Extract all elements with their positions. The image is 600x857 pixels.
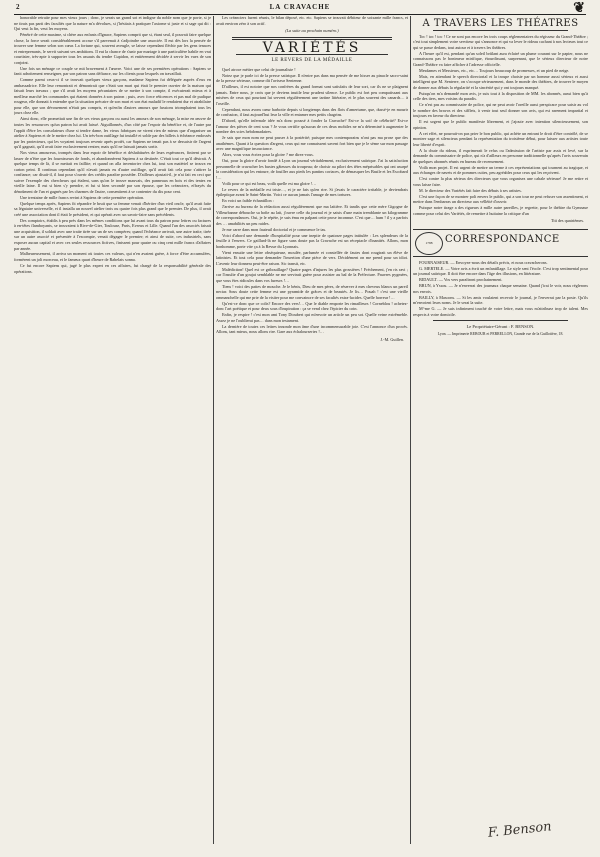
stamp-icon: 1788 [415, 232, 443, 255]
column-left [14, 15, 211, 845]
paragraph: Enfin, je respire ! c'est mon ami Tony Dioubert qui m'envoie un article un peu sot. Quelle veine extrêmeble. Assez je ne l'oublierai pas… dans mon testament. [216, 312, 408, 323]
paragraph: Mesdames et Messieurs, etc., etc… Toujours beaucoup de promesses, et un pied de neige. [419, 67, 570, 73]
printer-line: Lyon. — Imprimerie REBOUR et PERRELLON, Grande rue de la Guillotière, 18. [437, 331, 564, 336]
correspondence-entry: BIDAULT. — Vos vers paraîtront prochainement. [419, 277, 503, 283]
paragraph: Notez que je parle ici de la presse satirique. Il n'entre pas dans ma pensée de me hisser au pinacle sacro-saint de la presse sérieuse, comme dit l'aviseur Sentenne. [216, 72, 408, 84]
correspondence-header [413, 229, 588, 257]
paragraph: Une fois un ménage ce couple se mit bravement à l'œuvre. Voici une de ses premières opérations : Sapiens se fanit adroitement renseigner, par son patron sans défiance, sur les clients pour lesquels on travaillait. [14, 65, 211, 77]
paragraph: Des comptoirs, établis à peu près dans les mêmes conditions que lui avant tous du patron pour lettres ou factures à en-têtes flamboyants, se trouvaient à Rive-de-Gier, Toulouse, Paris, Evreux et Lille. Quand l'un des associés faisait une acquisition, il soldait avec une traite tirée sur un de ses compères; quand l'échéance arrivait, une autre traite, tirée sur un autre associé et présentée à l'escompte, venait dégager le premier; et ainsi de suite, ces industriels, sans exposer aucun capital et avec ces seules ressources fictives, finissent pour quatre ou cinq cent mille francs d'affaires par année. [14, 217, 211, 251]
correspondence-entry: M^me G. — Je suis infiniment touché de votre lettre, mais vous m'attribuez trop de talent. Mes respects à votre domicile. [413, 306, 588, 317]
paragraph: Alors, vous vous écriez pour la gloire ? me direz-vous. [222, 152, 314, 158]
paragraph: Malédiction! Quel est ce gribouillage? Quatre pages d'injures les plus grossières ! Fréchement, j'en ris ravi ; car l'insulte d'un goujat semblable ne me servirait guère pour assister au bal de la Préfecture. Pauvres pygmées, que vous êtes ridicules dans vos fureurs !… [216, 266, 408, 283]
column-right [413, 15, 588, 845]
paragraph: Ce fut encore Sapiens qui, jugé le plus expert en ces affaires, fut chargé de la responsabilité générale des opérations. [14, 262, 211, 274]
article-body [216, 67, 408, 335]
paragraph: J'arrive au bureau de la rédaction aussi régulièrement que ma laitière. Et tandis que cette mère Gigogne de Villeurbanne débouche sa boîte au lait, j'ouvre celle du journal et je saisis d'une main tremblante un kilogramme de correspondances. Oui, je le répète, je suis ému en palpant cette prose inconnue. C'est que… hum ! il y a parfois des … amabilités un peu raides. [216, 204, 408, 226]
correspondence-entry: BRUN, à Yssou. — Je n'enverrai des journaux chaque semaine. Quand j'irai le voir, nous réglerons nos envois. [413, 283, 588, 294]
correspondence-title: CORRESPONDANCE [445, 233, 560, 245]
paragraph: Quelque temps après, Sapiens fit répandre le bruit que sa femme venait d'hériter d'un vieil oncle, qu'il avait faite sa légataire universelle, et il installa un nouvel atelier trois ou quatre fois plus grand que le premier. De plus, il avait créé une association dont il était le président, et qui opérait avec un savoir-faire sans précédents. [14, 200, 211, 217]
paragraph: Malheureusement, il arriva un moment où toutes ces valeurs, qui n'en avaient guère, à force d'être accumulées, formèrent un joli morceau, et le fameux quart d'heure de Rabelais sonna. [14, 251, 211, 263]
article-title: LE REVERS DE LA MÉDAILLE [271, 58, 353, 64]
paragraph: Cependant, nous avons cœur barbotte depuis si longtemps dans des flots d'amertume, que, dussé-je en mourir de confusion, il faut aujourd'hui leur la ville et entamer mes petits chagrins. [216, 106, 408, 118]
paragraph: Les créanciers furent réunis, le bilan déposé, etc. etc. Sapiens se trouvait débiteur de soixante mille francs, et avait environ zéro à son actif. [216, 15, 408, 26]
paragraph: C'est une façon de se montrer poli envers le public, qui a son tour ne peut refuser son assentiment, et mettre dans l'embarras un directeur aux vélléité d'ouvrir. [413, 193, 588, 205]
paragraph: Je sais que mon nom ne peut passer à la postérité; puisque mes contemporains n'ont pas ma prose que des anathèmes. Quant à la question d'argent, ceux qui me connaissent savent fort bien que je le sème sur mon passage avec une magnifique insouciance. [216, 135, 408, 152]
paragraph: Voilà pour ce qui est beau, voilà quelle est ma gloire !… [222, 180, 317, 186]
column-divider [213, 16, 214, 844]
paragraph: Voici d'abord une demande d'hospitalité pour une ineptie de quatorze pages intitulée : Les splendeurs de la feuille à l'envers. Ce gaillard-là ne figure sans doute pas la Cravache est un réceptacle d'inanités. Allons, mon bonhomme, porte vite ça à la Revue du Lyonnais. [216, 232, 408, 249]
paragraph: Ainsi donc, elle promettait une fin de ses vieux garçons ou aussi les amours de son ménage, la mise en œuvre de toutes les ressources qu'un patron lui avait laissé. Aiguillonnés, d'un côté par l'espoir du bénéfice et, de l'autre par l'appât d'être les consolateurs d'une si tendre dame, les vieux fabriques ne virent rien de mieux que d'organiser un atelier à Sapiens et de le mettre chez lui. Un très-bon outillage fut installé et solde par des billets à échéance endossés par les protecteurs, qui les voyaient toujours revenir après protêt, car Sapiens ne tenait pas à se dessaisir de l'argent qu'il gagnait, qu'il avait faire exclusivement rentrer, mais qu'il ne laissait jamais sortir. [14, 116, 211, 150]
paragraph: Je me carre dans mon fauteuil doctorial et je commence le tas. [222, 226, 327, 232]
correspondence-list [413, 260, 588, 317]
paragraph: A la chute du rideau, il exprimerait le refus ou l'admission de l'artiste par assis et levé, sur la demande du commissaire de police, qui n'a d'ailleurs en personne traditionnelle qu'après l'avis souverain de quelques abonnés réunis en bureau de recensement. [413, 147, 588, 164]
column-divider [410, 16, 411, 844]
divider [433, 30, 568, 31]
theatre-signature: Titi des quatrièmes. [551, 218, 584, 224]
paragraph: En voici un faible échantillon : [222, 198, 274, 204]
paragraph: Pénétré de cette maxime, si chère aux enfants d'Ignace, Sapiens comprit que si, étant seul, il pouvait faire quelque chose, la force serait considérablement accrue s'il parvenait à s'adjoindre une associée. Il eut dès lors la pensée de trouver une femme selon son cœur. La fortune qui, souvent aveugle, se laisse cependant fléchir par les gens tenaces et entreprenants, le servit suivant ses ambitions. Il eut la chance de s'unir par mariage à une particulière habile en vrai courtisier, très-apte à supporter tous les assauts du tendre Cupidon, et entièrement décidée à servir les vues de son conjoint. [14, 32, 211, 65]
paragraph: D'abord, qu'elle infernale idée m'a donc poussé à fonder la Cravache? Est-ce la soif de célébrité? Est-ce l'amour des pièces de cent sous ? Je vous certifie qu'aucun de ces deux mobiles ne m'a déterminé à augmenter le nombre des scies hebdomadaires. [216, 118, 408, 135]
paragraph: La dernière de toutes ces lettres innonde mon âme d'une incommensurable joie. C'est l'annonce d'un procès. Allons, tant mieux, nous allons rire. Gare aux échalourseries !… [216, 323, 408, 335]
paragraph: honorable retraite pour mes vieux jours ; donc, je serais un grand sot et indigne du noble nom que je porte, si je ne tirais pas parti des facultés que la nature m'a dévolues, si j'hésitais à pratiquer l'axiome si juste et si sage qui dit : Qui veut la fin, veut les moyens. [14, 15, 211, 32]
corner-ornament-icon: ❦ [573, 1, 586, 16]
article-signature: J.-M. Guillen. [380, 336, 404, 342]
section-title-theatres: A TRAVERS LES THÉATRES [422, 18, 579, 29]
paragraph: A cet effet, ne pourrait-on pas prier le bon public, qui achète un entrant le droit d'être contrôlé, de se montrer sage et silencieux pendant la représentation du troisième début, pour laisser aux artistes toute leur liberté d'esprit. [413, 130, 588, 147]
paragraph: Quel atroce métier que celui de journaliste ! [222, 66, 296, 72]
paragraph: Le revers de la médaille est triste…, et je ne fais qu'en rire. Si j'avais le caractère irritable, je deviendrais épileptique avant le Saint-Martin. Voici ce aucun jamais l'amage de mes tortures. [216, 186, 408, 198]
divider [433, 320, 568, 321]
paragraph: Puisqu'on m'a demandé mon avis, je suis tout à la disposition de MM. les abonnés, aussi bien qu'à celle des tiers, mes voisins du paradis. [413, 90, 588, 102]
paragraph: Nos vieux amoureux, trompés dans leur espoir de bénéfice et déshabituées de leurs espérances, finirent par se lasser de n'être que les fournisseurs de fonds, et abandonnèrent Sapiens à sa destinée. C'était tout ce qu'il désirait. A quelque temps de là, il se mettait en faillite; et quand on alla inventorier chez lui, tout son matériel se trouva en carton peint. Il continua cependant qu'il n'avait jamais eu d'autre outillage, qu'il avait fait cela pour s'attirer la confiance; car disait-il, il faut pour s'ouvrir des crédits paraître posséder. D'ailleurs ajoutait-il, je n'ai fait en ceci que suivre l'exemple des chercheurs qui étalent, sans qu'on le trouve mauvais, des panneaux en bois et des tentes en vieille laine. Il eut si bien s'y prendre, et fut si bien secondé par son épouse, que les créanciers, effrayés du dénoûment de l'un et gagnés par les charmes de l'autre, consentirent à se contenter du dix pour cent. [14, 150, 211, 194]
correspondence-entry: G. MERTELE. — Votre avis a écrit un enfantillage. Le style sent l'école. C'est trop sentimental pour un journal satirique. Il doit être encore dans l'âge des illusions, en littérature. [413, 265, 588, 277]
column-middle [216, 15, 408, 845]
paragraph: Voilà mon projet. Il est urgent de mettre un terme à ces représentations qui tournent au tragique, et aux échanges de navets et de pommes cuites, peu agréables pour ceux qui les reçoivent. [413, 164, 588, 176]
paragraph: Qu'est-ce donc que ce colis? Encore des vers!… Que le diable emporte les rimailleurs ! Corneblou ! achetez-donc l'art poétique et pour deux sous d'inspiration : ça se vend chez l'épicier du coin. [216, 300, 408, 312]
paragraph: Ce n'est pas au commissaire de police, qui ne peut avoir l'oreille aussi perspicace pour saisir au vol le nombre des bravos et des sifflets, à venir tout seul donner son avis, qui est rarement impartial et toujours en faveur du directeur. [413, 102, 588, 119]
page-header [14, 2, 586, 15]
paragraph: Vient ensuite une lettre obséquieuse, moulée, parfumée et constellée de fautes dont rougirait un élève de latinistes. Et tout cela pour demander l'insertion d'une pièce de vers. Décidément on me prend pour un idiot. L'avenir leur donnera peut-être raison. Sic transit, etc. [216, 249, 408, 266]
theatre-column-body [413, 34, 588, 217]
paragraph: Puisque notre tirage a des rigueurs à mille autre pareilles, je regrette, pour le théâtre du Gymnase comme pour celui des Variétés, de remettre à huitaine la critique d'un [413, 205, 588, 216]
paragraph: Une trentaine de mille francs revint à Sapiens de cette première opération. [20, 194, 145, 200]
paragraph: C'est contre la plus sérieux des directeurs que vous organisez une cabale sérieuse! Je me retire et vous laisse faire. [413, 176, 588, 187]
paragraph: Oui, pour la gloire d'avoir fondé à Lyon un journal véritablement, exclusivement satirique. J'ai la satisfaction personnelle de cravacher les bustes gâteuses du troupeau; de choisir au pilori des têtes méprisables qui ont usurpé la considération qui les entoure, de fouiller aux pieds les pantins coriaces, de démasquer les Basile et les Escobard !… [216, 158, 408, 180]
journal-name: LA CRAVACHE [269, 3, 331, 11]
correspondence-entry: BAILLY, à Mascons. — Si les amis voulaient recevoir le journal, je l'enverrai par la poste. Qu'ils m'envoient leurs noms. Je le serai la suite. [413, 294, 588, 306]
paragraph: Comme parmi ceux-ci il se trouvait quelques vieux garçons, madame Sapiens fut déléguée auprès d'eux en ambassadrice. Elle leur remontrait et démontrait que c'était son mari qui était le premier ouvrier de la maison qui faisait leurs travaux ; que s'il avait les moyens pécuniaires de se mettre à son compte, il exécuterait mieux et à meilleur marché les commandes qui étaient données à son patron ; puis, avec force réticences et pas mal de pudique rougeur, elle donnait à entendre que la situation précaire de son mari et son état maladif le rendaient dur et atrabilaire pour elle, que son dévouement n'était pas compris, et qu'enfin d'autres amours que fussions triomphaient tous les jours chez elle. [14, 77, 211, 116]
handwritten-signature: F. Benson [487, 819, 553, 841]
paragraph: Tiens ! voici des pattes de mouche. Je le bénis, Dieu de mes pères, de réserver à mes cheveux blancs un pareil nectar. Sous doute cette femme est une pyramide de grâces et de beautés. Je lis… Pouah ! c'est une vieille ommanchelle qui me prie de la visiter pour me convaincre de ses facultés extra-lucides. Quelle horreur !… [216, 283, 408, 300]
manager-line: Le Propriétaire-Gérant : F. BENSON. [466, 324, 535, 330]
paragraph: D'ailleurs, il est notoire que nos confrères du grand format sont satisfaits de leur sort, car ils ne se plaignent jamais. Entre nous, je crois que je deviens inutile leur prudent silence. Le public est fort peu compatissant aux misères de ceux qui pourtant lui servent régulièrement une tartine littéraire, et le plus souvent des canards… à l'oseille. [216, 84, 408, 106]
page-number: 2 [16, 3, 21, 11]
to-be-continued: (La suite au prochain numéro.) [285, 28, 339, 34]
paragraph: Toc ! toc ! toc ! Ce ne sont pas encore les trois coups réglementaires du régisseur du Grand-Théâtre ; c'est tout simplement votre serviteur qui s'annonce et qui va lever le rideau cachant à nos lecteurs tout ce qui se passe dedans, tout autour et à travers les théâtres. [413, 33, 588, 50]
paragraph: M. le directeur des Variétés fait faire des débuts à ses artistes. [419, 187, 522, 193]
correspondence-entry: FOURNAISEUR. — Envoyez-nous des détails précis, et nous cravacherons. [419, 259, 548, 265]
section-title-varietes: VARIÉTÉS [262, 39, 362, 56]
paragraph: Mais, en attendant le speech directorial et la troupe choisie par un homme aussi sérieux et aussi intelligent que M. Senterre, on s'occupe sérieusement, dans le monde des théâtres, de trouver le moyen de donner aux débuts la régularité et la sincérité qui y ont toujours manqué. [413, 73, 588, 90]
continued-story-end [216, 15, 408, 26]
paragraph: A l'heure qu'il est, pendant qu'un soleil brûlant aura éclairé un plume courant sur le papier, nous ne connaissons pas le bonimeur mirifique, étourdissant, surprenant, que le sérieux directeur de notre Grand-Théâtre va faire afficher à l'adresse officielle. [413, 50, 588, 67]
paragraph: Il est urgent que le public manifeste librement, et j'ajoute avec intention silencieusement, son opinion. [413, 119, 588, 130]
